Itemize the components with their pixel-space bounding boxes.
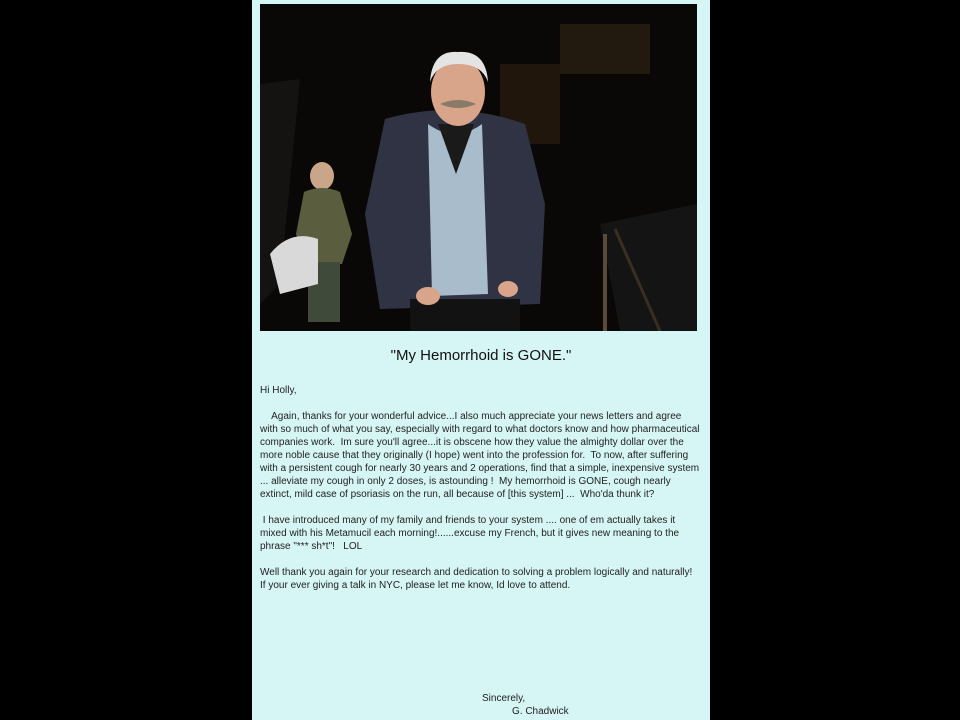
paragraph-2: I have introduced many of my family and friends to your system .... one of em actually takes it mixed with his Metamucil each morning!......excuse my French, but it gives new meaning to the phrase "*** sh*t"! LOL: [260, 515, 682, 552]
paragraph-3: Well thank you again for your research and dedication to solving a problem logically and naturally! If your ever giving a talk in NYC, please let me know, Id love to attend.: [260, 567, 698, 591]
letter-page: [252, 0, 710, 720]
photo-illustration: [260, 4, 697, 331]
photo-man-at-night: [260, 4, 697, 331]
headline: "My Hemorrhoid is GONE.": [390, 347, 572, 364]
signature-block: [482, 692, 569, 718]
letter-body: [260, 384, 703, 605]
closing: Sincerely,: [482, 693, 526, 704]
greeting: Hi Holly,: [260, 385, 297, 396]
signature: G. Chadwick: [512, 706, 569, 717]
paragraph-1: Again, thanks for your wonderful advice...I also much appreciate your news letters and agree with so much of what you say, especially with regard to what doctors know and how pharmaceutical companies work. Im sure you'll agree...it is obscene how they value the almighty dollar over the more noble cause that they originally (I hope) went into the profession for. To now, after suffering with a persistent cough for nearly 30 years and 2 operations, find that a simple, inexpensive system ... alleviate my cough in only 2 doses, is astounding ! My hemorrhoid is GONE, cough nearly extinct, mild case of psoriasis on the run, all because of [this system] ... Who'da thunk it?: [260, 411, 703, 500]
